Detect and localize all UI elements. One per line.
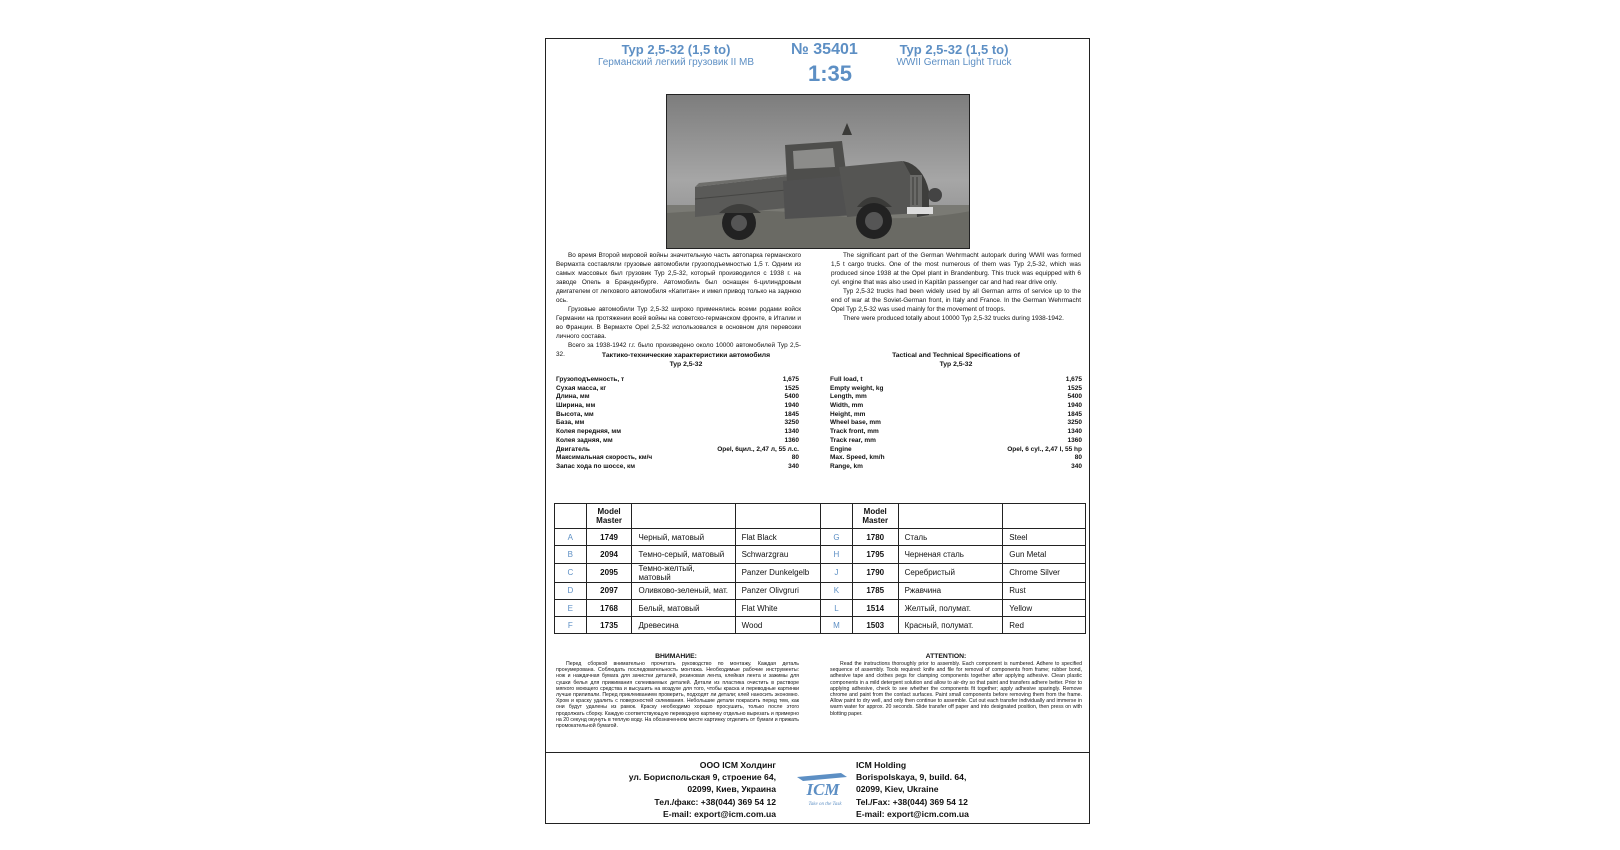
- paint-code: 1503: [852, 617, 898, 634]
- spec-row: [830, 376, 1082, 385]
- spec-label: Engine: [830, 445, 852, 453]
- specs-en-title: [856, 352, 1056, 369]
- paint-name-en: Yellow: [1003, 599, 1086, 616]
- description-en-p3: There were produced totally about 10000 Typ 2,5-32 trucks during 1938-1942.: [843, 315, 1064, 322]
- paint-letter: F: [555, 617, 587, 634]
- spec-label: Запас хода по шоссе, км: [556, 462, 636, 470]
- spec-label: Wheel base, mm: [830, 419, 881, 427]
- paint-letter: L: [821, 599, 853, 616]
- spec-value: 5400: [784, 393, 799, 401]
- specs-en-model: Typ 2,5-32: [939, 360, 973, 368]
- spec-label: Длина, мм: [556, 393, 590, 401]
- instruction-sheet: [545, 38, 1090, 824]
- header-letter: [555, 504, 587, 529]
- paint-row: [555, 546, 1086, 563]
- header-ru-left: [632, 504, 735, 529]
- paint-name-ru: Желтый, полумат.: [898, 599, 1003, 616]
- attention-text-en: [830, 661, 1082, 717]
- paint-code: 2095: [586, 563, 632, 582]
- paint-code: 2094: [586, 546, 632, 563]
- address-en-line: E-mail: export@icm.com.ua: [856, 808, 969, 819]
- paint-code: 1785: [852, 582, 898, 599]
- paint-name-en: Schwarzgrau: [735, 546, 820, 563]
- kit-number: № 35401: [791, 41, 858, 58]
- spec-label: Высота, мм: [556, 410, 594, 418]
- description-en-p2: Typ 2,5-32 trucks had been widely used by all German arms of service up to the end of war at the Soviet-German front, in Italy and France. In the German Wehrmacht Opel Typ 2,5-32 was used mainly for the movement of troops.: [831, 288, 1081, 313]
- spec-label: Двигатель: [556, 445, 590, 453]
- paint-name-ru: Ржавчина: [898, 582, 1003, 599]
- header-en-left: [735, 504, 820, 529]
- address-ru: [586, 759, 776, 820]
- paint-name-ru: Темно-серый, матовый: [632, 546, 735, 563]
- paint-name-en: Panzer Olivgruri: [735, 582, 820, 599]
- header-letter-right: [821, 504, 853, 529]
- spec-value: 1940: [1067, 402, 1082, 410]
- paint-code: 1795: [852, 546, 898, 563]
- paint-code: 2097: [586, 582, 632, 599]
- spec-value: 80: [791, 454, 799, 462]
- paint-table-header: [555, 504, 1086, 529]
- spec-row: [830, 385, 1082, 394]
- attention-title-en: ATTENTION:: [925, 653, 967, 660]
- spec-value: 80: [1074, 454, 1082, 462]
- spec-label: Колея передняя, мм: [556, 428, 622, 436]
- paint-letter: C: [555, 563, 587, 582]
- spec-label: Колея задняя, мм: [556, 436, 613, 444]
- paint-name-ru: Древесина: [632, 617, 735, 634]
- address-en-line: Borispolskaya, 9, build. 64,: [856, 772, 967, 783]
- header-ru-right: [898, 504, 1003, 529]
- paint-code: 1768: [586, 599, 632, 616]
- spec-value: 1340: [784, 428, 799, 436]
- spec-label: Width, mm: [830, 402, 864, 410]
- spec-row: [830, 411, 1082, 420]
- description-en: [831, 251, 1081, 323]
- spec-row: [830, 446, 1082, 455]
- address-ru-line: ООО ICM Холдинг: [699, 760, 776, 770]
- address-en-line: ICM Holding: [856, 760, 907, 770]
- paint-code: 1749: [586, 529, 632, 546]
- attention-title-ru: ВНИМАНИЕ:: [655, 653, 697, 660]
- spec-value: 1,675: [782, 376, 799, 383]
- paint-row: [555, 563, 1086, 582]
- specs-ru-model: Typ 2,5-32: [669, 360, 703, 368]
- spec-row: [556, 419, 799, 428]
- paint-code: 1735: [586, 617, 632, 634]
- paint-name-en: Wood: [735, 617, 820, 634]
- paint-name-ru: Серебристый: [898, 563, 1003, 582]
- paint-letter: B: [555, 546, 587, 563]
- spec-value: 340: [1071, 462, 1082, 470]
- paint-table: [554, 503, 1086, 634]
- paint-name-ru: Черненая сталь: [898, 546, 1003, 563]
- spec-row: [556, 437, 799, 446]
- spec-value: 340: [788, 462, 799, 470]
- paint-code: 1790: [852, 563, 898, 582]
- subtitle-ru: Германский легкий грузовик II МВ: [597, 57, 755, 68]
- header-code-left: Model Master: [586, 504, 632, 529]
- spec-value: 1360: [1067, 436, 1082, 444]
- spec-label: Empty weight, kg: [830, 384, 884, 392]
- paint-row: [555, 617, 1086, 634]
- spec-label: Сухая масса, кг: [556, 384, 607, 392]
- description-en-p1: The significant part of the German Wehrmacht autopark during WWII was formed 1,5 t cargo trucks. One of the most numerous of them was Typ 2,5-32, which was produced since 1938 at the Opel plant in Brandenburg. This truck was equipped with 6 cyl. engine that was also used in Kapitän passenger car and had rear drive only.: [831, 252, 1081, 286]
- attention-ru-paragraph: Перед сборкой внимательно прочитать руководство по монтажу. Каждая деталь пронумерована. Соблюдать последовательность монтажа. Необходимые рабочие инструменты: нож и наждачная бумага для зачистки деталей, резиновая лента, клейкая лента и зажимы для сушки белья для прижимания склеиваемых деталей. Детали из пластика очистить в растворе мягкого моющего средства и высушить на воздухе для того, чтобы краска и переводные картинки лучше прилипали. Перед приклеиванием проверить, подходят ли детали; клей наносить экономно. Хром и краску удалить с поверхностей склеивания. Небольшие детали покрасить перед тем, как они будут удалены из рамок. Краску необходимо хорошо просушить, только после этого продолжать сборку. Каждую соответствующую переводную картинку отдельно вырезать и примерно на 20 секунд окунуть в теплую воду. На обозначенном месте картинку отделить от бумаги и прижать промокательной бумагой.: [556, 661, 799, 730]
- spec-row: [556, 402, 799, 411]
- address-ru-line: E-mail: export@icm.com.ua: [663, 808, 776, 819]
- spec-label: База, мм: [556, 419, 585, 427]
- spec-row: [830, 393, 1082, 402]
- address-ru-line: ул. Бориспольская 9, строение 64,: [628, 772, 776, 783]
- spec-row: [830, 419, 1082, 428]
- specs-ru-title: [586, 352, 786, 369]
- header-code-right: Model Master: [852, 504, 898, 529]
- spec-row: [556, 385, 799, 394]
- paint-name-ru: Белый, матовый: [632, 599, 735, 616]
- paint-row: [555, 582, 1086, 599]
- spec-row: [830, 463, 1082, 472]
- paint-name-ru: Оливково-зеленый, мат.: [632, 582, 735, 599]
- spec-value: 1360: [784, 436, 799, 444]
- spec-row: [830, 437, 1082, 446]
- description-ru: [556, 251, 801, 359]
- paint-letter: H: [821, 546, 853, 563]
- scale: 1:35: [808, 61, 853, 86]
- spec-label: Full load, t: [830, 376, 863, 383]
- icm-logo: [793, 769, 853, 809]
- paint-row: [555, 599, 1086, 616]
- address-ru-line: Тел./факс: +38(044) 369 54 12: [654, 796, 776, 807]
- paint-name-en: Rust: [1003, 582, 1086, 599]
- spec-row: [830, 428, 1082, 437]
- spec-value: 1845: [1067, 410, 1082, 418]
- spec-value: 5400: [1067, 393, 1082, 401]
- paint-name-en: Panzer Dunkelgelb: [735, 563, 820, 582]
- paint-code: 1780: [852, 529, 898, 546]
- description-ru-p3: Всего за 1938-1942 г.г. было произведено около 10000 автомобилей Typ 2,5-32.: [556, 342, 801, 358]
- spec-row: [556, 454, 799, 463]
- title-en: Typ 2,5-32 (1,5 to): [899, 42, 1009, 57]
- spec-label: Range, km: [830, 462, 863, 470]
- attention-text-ru: [556, 661, 799, 729]
- truck-photo: [666, 94, 970, 249]
- logo-text: ICM: [806, 780, 840, 799]
- spec-label: Max. Speed, km/h: [830, 454, 885, 462]
- paint-letter: K: [821, 582, 853, 599]
- paint-name-ru: Черный, матовый: [632, 529, 735, 546]
- spec-row: [830, 402, 1082, 411]
- paint-name-ru: Темно-желтый, матовый: [632, 563, 735, 582]
- spec-value: 1,675: [1065, 376, 1082, 383]
- subtitle-en: WWII German Light Truck: [896, 57, 1012, 68]
- spec-value: Opel, 6цил., 2,47 л, 55 л.с.: [717, 445, 799, 453]
- specs-en-list: [830, 376, 1082, 472]
- paint-letter: D: [555, 582, 587, 599]
- title-ru: Typ 2,5-32 (1,5 to): [621, 42, 731, 57]
- attention-en-paragraph: Read the instructions thoroughly prior to assembly. Each component is numbered. Adhere to specified sequence of assembly. Tools required: knife and file for removal of components from frame; rubber bond, adhesive tape and clothes pegs for clamping components together after applying adhesive. Clean plastic components in a mild detergent solution and allow to air-dry so that paint and transfers adhere better. Prior to applying adhesive, check to see whether the components fit together; apply adhesive sparingly. Remove chrome and paint from the contact surfaces. Paint small components before removing them from the frame. Allow paint to dry well, and only then continue to assemble. Cut out each transfer individually and immerse in warm water for approx. 20 seconds. Slide transfer off paper and into designated position, then press on with blotting paper.: [830, 661, 1082, 717]
- paint-letter: E: [555, 599, 587, 616]
- spec-label: Height, mm: [830, 410, 866, 418]
- description-ru-p1: Во время Второй мировой войны значительную часть автопарка германского Вермахта составляли грузовые автомобили грузоподъемностью 1,5 т. Одним из самых массовых был грузовик Typ 2,5-32, который производился с 1938 г. на заводе Опель в Бранденбурге. Автомобиль был оснащен 6-цилиндровым двигателем от легкового автомобиля «Капитан» и имел привод только на заднюю ось.: [556, 252, 801, 304]
- paint-name-ru: Красный, полумат.: [898, 617, 1003, 634]
- paint-name-ru: Сталь: [898, 529, 1003, 546]
- paint-name-en: Chrome Silver: [1003, 563, 1086, 582]
- paint-name-en: Steel: [1003, 529, 1086, 546]
- spec-label: Track rear, mm: [830, 436, 876, 444]
- spec-value: 3250: [1067, 419, 1082, 427]
- paint-letter: J: [821, 563, 853, 582]
- spec-row: [556, 446, 799, 455]
- spec-label: Максимальная скорость, км/ч: [556, 454, 653, 462]
- paint-name-en: Flat Black: [735, 529, 820, 546]
- spec-value: 1340: [1067, 428, 1082, 436]
- spec-label: Length, mm: [830, 393, 867, 401]
- address-en-line: 02099, Kiev, Ukraine: [856, 784, 939, 795]
- paint-row: [555, 529, 1086, 546]
- spec-row: [556, 411, 799, 420]
- spec-row: [556, 463, 799, 472]
- paint-code: 1514: [852, 599, 898, 616]
- spec-value: Opel, 6 cyl., 2,47 l, 55 hp: [1007, 445, 1082, 453]
- specs-ru-heading: Тактико-технические характеристики автомобиля: [601, 352, 771, 359]
- spec-row: [556, 393, 799, 402]
- paint-name-en: Gun Metal: [1003, 546, 1086, 563]
- logo-tagline: Take on the Task: [808, 802, 842, 807]
- spec-row: [556, 428, 799, 437]
- spec-value: 3250: [784, 419, 799, 427]
- spec-value: 1845: [784, 410, 799, 418]
- paint-name-en: Flat White: [735, 599, 820, 616]
- address-en-line: Tel./Fax: +38(044) 369 54 12: [856, 796, 968, 807]
- spec-row: [556, 376, 799, 385]
- spec-label: Грузоподъемность, т: [556, 376, 625, 383]
- description-ru-p2: Грузовые автомобили Typ 2,5-32 широко применялись всеми родами войск Германии на протяжении всей войны на советско-германском фронте, в Италии и во Франции. В Вермахте Opel 2,5-32 использовался в основном для перевозки личного состава.: [556, 306, 801, 340]
- paint-name-en: Red: [1003, 617, 1086, 634]
- spec-value: 1940: [784, 402, 799, 410]
- specs-en-heading: Tactical and Technical Specifications of: [892, 352, 1020, 359]
- paint-letter: A: [555, 529, 587, 546]
- spec-label: Track front, mm: [830, 428, 879, 436]
- address-ru-line: 02099, Киев, Украина: [687, 784, 776, 795]
- spec-value: 1525: [1067, 384, 1082, 392]
- spec-label: Ширина, мм: [556, 402, 596, 410]
- header-en-right: [1003, 504, 1086, 529]
- footer-divider: [546, 752, 1090, 753]
- paint-letter: G: [821, 529, 853, 546]
- address-en: [856, 759, 1056, 820]
- spec-value: 1525: [784, 384, 799, 392]
- spec-row: [830, 454, 1082, 463]
- paint-letter: M: [821, 617, 853, 634]
- specs-ru-list: [556, 376, 799, 472]
